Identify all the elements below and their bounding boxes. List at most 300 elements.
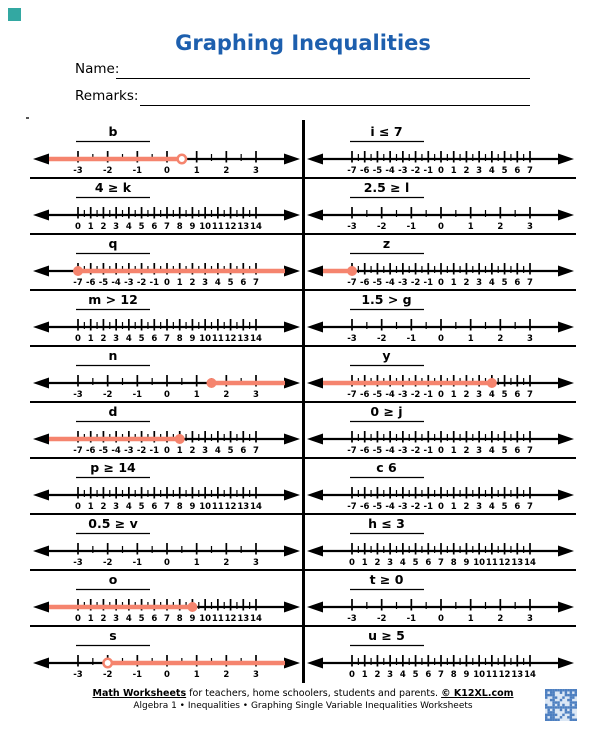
tick-label: 4 — [125, 334, 132, 344]
left-arrow-icon — [307, 546, 323, 557]
tick-label: -3 — [346, 222, 357, 232]
tick-label: 4 — [488, 446, 495, 456]
tick-label: 2 — [462, 502, 469, 512]
tick-label: 8 — [450, 670, 457, 680]
tick-label: 8 — [176, 334, 183, 344]
right-arrow-icon — [558, 266, 574, 277]
row-separator — [30, 345, 576, 347]
tick-label: 1 — [87, 614, 94, 624]
right-arrow-icon — [558, 210, 574, 221]
tick-label: 7 — [164, 614, 170, 624]
left-arrow-icon — [33, 322, 49, 333]
tick-label: 6 — [513, 166, 520, 176]
tick-label: 2 — [100, 334, 107, 344]
tick-label: 13 — [510, 558, 523, 568]
number-line — [30, 626, 303, 682]
left-arrow-icon — [307, 210, 323, 221]
right-arrow-icon — [558, 154, 574, 165]
tick-label: 1 — [450, 446, 457, 456]
right-arrow-icon — [284, 266, 300, 277]
left-arrow-icon — [33, 602, 49, 613]
tick-label: 13 — [237, 334, 250, 344]
problem-label: p ≥ 14 — [90, 460, 136, 475]
tick-label: 1 — [450, 166, 457, 176]
right-arrow-icon — [284, 658, 300, 669]
tick-label: -3 — [73, 390, 83, 400]
row-separator — [30, 233, 576, 235]
problem-label: z — [382, 236, 391, 251]
remarks-label: Remarks: — [75, 88, 139, 104]
tick-label: 14 — [523, 558, 536, 568]
tick-label: 0 — [437, 390, 444, 400]
tick-label: -2 — [102, 558, 113, 568]
number-line — [304, 178, 577, 234]
tick-label: 2 — [462, 446, 469, 456]
number-line — [30, 570, 303, 626]
number-line — [304, 402, 577, 458]
problem-cell — [304, 458, 577, 514]
row-separator — [30, 457, 576, 459]
tick-label: 0 — [348, 558, 355, 568]
tick-label: -3 — [73, 670, 83, 680]
tick-label: 14 — [250, 222, 262, 232]
right-arrow-icon — [284, 322, 300, 333]
tick-label: -1 — [149, 278, 160, 288]
tick-label: 1 — [193, 670, 200, 680]
tick-label: 10 — [472, 558, 485, 568]
tick-label: -7 — [73, 278, 83, 288]
number-line — [304, 514, 577, 570]
problem-cell — [304, 234, 577, 290]
row-separator — [30, 569, 576, 571]
tick-label: 3 — [253, 670, 259, 680]
open-endpoint — [103, 659, 111, 667]
right-arrow-icon — [284, 490, 300, 501]
tick-label: 7 — [437, 558, 444, 568]
left-arrow-icon — [33, 434, 49, 445]
tick-label: -1 — [406, 614, 416, 624]
tick-label: 2 — [223, 390, 230, 400]
tick-label: 12 — [224, 614, 237, 624]
tick-label: -2 — [102, 670, 113, 680]
tick-label: -3 — [397, 278, 408, 288]
problem-label: y — [382, 348, 391, 363]
tick-label: -6 — [85, 446, 96, 456]
tick-label: -2 — [376, 222, 386, 232]
tick-label: -6 — [359, 446, 369, 456]
problem-cell — [304, 402, 577, 458]
tick-label: 3 — [113, 222, 120, 232]
problem-label: 0 ≥ j — [370, 404, 403, 419]
problem-label: 2.5 ≥ l — [363, 180, 410, 195]
tick-label: -4 — [384, 166, 395, 176]
tick-label: 14 — [523, 670, 536, 680]
tick-label: -4 — [384, 278, 395, 288]
tick-label: -2 — [410, 502, 420, 512]
problem-cell — [304, 178, 577, 234]
tick-label: 4 — [488, 390, 495, 400]
tick-label: 4 — [125, 502, 132, 512]
tick-label: -7 — [346, 166, 357, 176]
tick-label: -6 — [359, 166, 369, 176]
closed-endpoint — [187, 602, 197, 612]
tick-label: 7 — [437, 670, 444, 680]
tick-label: 6 — [513, 390, 520, 400]
left-arrow-icon — [307, 154, 323, 165]
tick-label: -3 — [346, 614, 357, 624]
tick-label: 1 — [361, 670, 368, 680]
tick-label: 7 — [164, 502, 170, 512]
row-separator — [30, 513, 576, 515]
tick-label: 1 — [467, 614, 474, 624]
tick-label: -3 — [397, 390, 408, 400]
problem-label: n — [108, 348, 118, 363]
tick-label: 6 — [151, 502, 158, 512]
tick-label: 1 — [467, 334, 474, 344]
left-arrow-icon — [307, 266, 323, 277]
tick-label: 11 — [485, 670, 498, 680]
tick-label: 2 — [223, 670, 230, 680]
tick-label: -2 — [410, 446, 420, 456]
tick-label: -7 — [346, 278, 357, 288]
tick-label: 3 — [113, 334, 120, 344]
tick-label: -3 — [397, 502, 408, 512]
left-arrow-icon — [33, 658, 49, 669]
tick-label: -7 — [346, 390, 357, 400]
tick-label: -4 — [384, 502, 395, 512]
problem-label: o — [108, 572, 118, 587]
tick-label: 7 — [164, 334, 170, 344]
tick-label: 6 — [240, 446, 247, 456]
closed-endpoint — [207, 378, 217, 388]
tick-label: 5 — [501, 166, 508, 176]
right-arrow-icon — [284, 434, 300, 445]
problem-cell — [30, 178, 303, 234]
tick-label: 6 — [513, 502, 520, 512]
problem-cell — [304, 514, 577, 570]
tick-label: 14 — [250, 614, 262, 624]
tick-label: 0 — [437, 502, 444, 512]
tick-label: 3 — [253, 558, 259, 568]
tick-label: -7 — [346, 502, 357, 512]
number-line — [304, 458, 577, 514]
tick-label: 1 — [176, 278, 183, 288]
tick-label: 7 — [526, 390, 533, 400]
tick-label: 9 — [189, 222, 196, 232]
closed-endpoint — [175, 434, 185, 444]
tick-label: 0 — [437, 614, 444, 624]
problem-cell — [30, 458, 303, 514]
tick-label: 13 — [237, 614, 250, 624]
tick-label: -3 — [73, 166, 83, 176]
tick-label: 3 — [526, 334, 533, 344]
tick-label: -2 — [410, 166, 420, 176]
tick-label: 3 — [475, 166, 482, 176]
tick-label: 7 — [253, 446, 259, 456]
right-arrow-icon — [558, 322, 574, 333]
remarks-blank-line[interactable] — [140, 105, 530, 106]
tick-label: -1 — [423, 446, 433, 456]
tick-label: 8 — [176, 502, 183, 512]
tick-label: 11 — [211, 222, 224, 232]
tick-label: 0 — [164, 558, 170, 568]
tick-label: 5 — [138, 502, 145, 512]
tick-label: 1 — [450, 502, 457, 512]
left-arrow-icon — [307, 658, 323, 669]
stray-dot — [26, 117, 29, 119]
tick-label: 4 — [214, 278, 221, 288]
tick-label: 4 — [488, 278, 495, 288]
tick-label: 0 — [75, 222, 81, 232]
tick-label: -4 — [384, 390, 395, 400]
right-arrow-icon — [558, 546, 574, 557]
footer-copyright-link[interactable]: © K12XL.com — [441, 688, 514, 699]
tick-label: -1 — [132, 166, 143, 176]
problem-cell — [30, 290, 303, 346]
tick-label: -1 — [132, 558, 143, 568]
tick-label: -2 — [376, 334, 386, 344]
tick-label: 10 — [199, 614, 212, 624]
tick-label: -1 — [406, 334, 416, 344]
left-arrow-icon — [33, 378, 49, 389]
tick-label: -4 — [384, 446, 395, 456]
tick-label: -2 — [136, 278, 147, 288]
right-arrow-icon — [284, 154, 300, 165]
tick-label: 0 — [164, 390, 170, 400]
tick-label: 10 — [472, 670, 485, 680]
right-arrow-icon — [284, 546, 300, 557]
tick-label: 0 — [437, 446, 444, 456]
tick-label: 4 — [488, 502, 495, 512]
tick-label: 5 — [138, 334, 145, 344]
open-endpoint — [178, 155, 186, 163]
left-arrow-icon — [307, 434, 323, 445]
tick-label: 4 — [399, 558, 406, 568]
tick-label: 2 — [373, 670, 380, 680]
problem-label: 4 ≥ k — [94, 180, 132, 195]
tick-label: -5 — [98, 446, 109, 456]
tick-label: 2 — [496, 222, 503, 232]
tick-label: 3 — [526, 222, 533, 232]
tick-label: -2 — [102, 390, 113, 400]
tick-label: 7 — [526, 502, 533, 512]
tick-label: 9 — [189, 614, 196, 624]
tick-label: 3 — [253, 166, 259, 176]
problem-label: q — [108, 236, 118, 251]
left-arrow-icon — [307, 378, 323, 389]
problem-cell — [30, 122, 303, 178]
qr-code — [545, 689, 577, 721]
tick-label: 3 — [475, 278, 482, 288]
tick-label: 8 — [176, 222, 183, 232]
footer-brand-link[interactable]: Math Worksheets — [92, 688, 187, 699]
problem-label: 1.5 > g — [361, 292, 412, 307]
left-arrow-icon — [307, 490, 323, 501]
tick-label: -1 — [132, 390, 143, 400]
tick-label: 1 — [87, 222, 94, 232]
row-separator — [30, 401, 576, 403]
tick-label: 2 — [462, 390, 469, 400]
problem-label: h ≤ 3 — [368, 516, 405, 531]
tick-label: 3 — [386, 558, 393, 568]
tick-label: 7 — [253, 278, 259, 288]
tick-label: 3 — [475, 502, 482, 512]
problem-cell — [30, 234, 303, 290]
tick-label: 10 — [199, 222, 212, 232]
tick-label: 4 — [125, 222, 132, 232]
tick-label: 9 — [189, 502, 196, 512]
tick-label: 3 — [253, 390, 259, 400]
problem-cell — [30, 402, 303, 458]
right-arrow-icon — [558, 434, 574, 445]
tick-label: 1 — [193, 166, 200, 176]
tick-label: 6 — [513, 278, 520, 288]
tick-label: 5 — [501, 390, 508, 400]
tick-label: 5 — [227, 278, 234, 288]
tick-label: -6 — [359, 502, 369, 512]
problem-cell — [30, 346, 303, 402]
problem-cell — [30, 626, 303, 682]
tick-label: 3 — [202, 278, 209, 288]
tick-label: -1 — [132, 670, 143, 680]
tick-label: 2 — [496, 614, 503, 624]
tick-label: -5 — [372, 446, 382, 456]
tick-label: 2 — [462, 166, 469, 176]
right-arrow-icon — [558, 378, 574, 389]
tick-label: 2 — [373, 558, 380, 568]
tick-label: 10 — [199, 334, 212, 344]
tick-label: 12 — [498, 558, 510, 568]
tick-label: 2 — [100, 502, 107, 512]
tick-label: 3 — [386, 670, 393, 680]
tick-label: -1 — [406, 222, 416, 232]
tick-label: 11 — [211, 614, 224, 624]
tick-label: -3 — [73, 558, 83, 568]
tick-label: 6 — [151, 614, 158, 624]
tick-label: 2 — [462, 278, 469, 288]
tick-label: 11 — [211, 334, 224, 344]
number-line — [30, 290, 303, 346]
tick-label: 11 — [485, 558, 498, 568]
name-blank-line[interactable] — [116, 78, 530, 79]
right-arrow-icon — [284, 602, 300, 613]
tick-label: 3 — [475, 446, 482, 456]
number-line — [304, 122, 577, 178]
tick-label: 0 — [437, 222, 444, 232]
tick-label: -3 — [124, 446, 134, 456]
number-line — [30, 514, 303, 570]
problem-label: t ≥ 0 — [369, 572, 404, 587]
tick-label: -6 — [359, 390, 369, 400]
tick-label: 5 — [138, 222, 145, 232]
tick-label: -2 — [136, 446, 147, 456]
tick-label: 1 — [450, 390, 457, 400]
tick-label: -5 — [372, 502, 382, 512]
tick-label: -1 — [423, 166, 433, 176]
number-line — [304, 290, 577, 346]
tick-label: -3 — [346, 334, 357, 344]
tick-label: 5 — [412, 670, 419, 680]
left-arrow-icon — [33, 490, 49, 501]
problem-label: m > 12 — [88, 292, 138, 307]
tick-label: 8 — [176, 614, 183, 624]
tick-label: 6 — [513, 446, 520, 456]
tick-label: 2 — [223, 166, 230, 176]
tick-label: 10 — [199, 502, 212, 512]
tick-label: 1 — [361, 558, 368, 568]
number-line — [304, 626, 577, 682]
tick-label: 2 — [100, 614, 107, 624]
tick-label: 3 — [113, 502, 120, 512]
tick-label: 0 — [348, 670, 355, 680]
problem-cell — [304, 626, 577, 682]
tick-label: 0 — [75, 334, 81, 344]
tick-label: 0 — [75, 502, 81, 512]
tick-label: 3 — [475, 390, 482, 400]
tick-label: 0 — [164, 446, 170, 456]
row-separator — [30, 625, 576, 627]
tick-label: 0 — [437, 278, 444, 288]
tick-label: 13 — [237, 222, 250, 232]
number-line — [304, 570, 577, 626]
tick-label: -6 — [85, 278, 96, 288]
tick-label: 1 — [450, 278, 457, 288]
problem-cell — [304, 290, 577, 346]
problem-label: b — [108, 124, 118, 139]
tick-label: 4 — [214, 446, 221, 456]
tick-label: 5 — [227, 446, 234, 456]
tick-label: 5 — [501, 446, 508, 456]
name-label: Name: — [75, 61, 120, 77]
tick-label: 3 — [526, 614, 533, 624]
tick-label: 6 — [424, 670, 431, 680]
closed-endpoint — [73, 266, 83, 276]
tick-label: -7 — [73, 446, 83, 456]
tick-label: -7 — [346, 446, 357, 456]
tick-label: 9 — [462, 558, 469, 568]
tick-label: -5 — [372, 390, 382, 400]
tick-label: -2 — [102, 166, 113, 176]
tick-label: 12 — [224, 334, 237, 344]
problem-cell — [30, 514, 303, 570]
tick-label: 9 — [462, 670, 469, 680]
tick-label: 12 — [224, 502, 237, 512]
tick-label: 11 — [211, 502, 224, 512]
tick-label: 1 — [193, 558, 200, 568]
left-arrow-icon — [33, 210, 49, 221]
problem-label: 0.5 ≥ v — [88, 516, 138, 531]
problem-label: s — [109, 628, 117, 643]
problem-label: u ≥ 5 — [368, 628, 405, 643]
number-line — [30, 178, 303, 234]
number-line — [30, 122, 303, 178]
tick-label: 5 — [138, 614, 145, 624]
tick-label: 13 — [510, 670, 523, 680]
tick-label: 1 — [176, 446, 183, 456]
tick-label: 1 — [193, 390, 200, 400]
tick-label: -2 — [410, 390, 420, 400]
closed-endpoint — [486, 378, 496, 388]
tick-label: 6 — [151, 222, 158, 232]
tick-label: 0 — [437, 166, 444, 176]
tick-label: -1 — [423, 278, 433, 288]
tick-label: -1 — [149, 446, 160, 456]
tick-label: 12 — [498, 670, 510, 680]
tick-label: 2 — [100, 222, 107, 232]
number-line — [30, 234, 303, 290]
tick-label: 0 — [75, 614, 81, 624]
corner-mark — [8, 8, 21, 21]
